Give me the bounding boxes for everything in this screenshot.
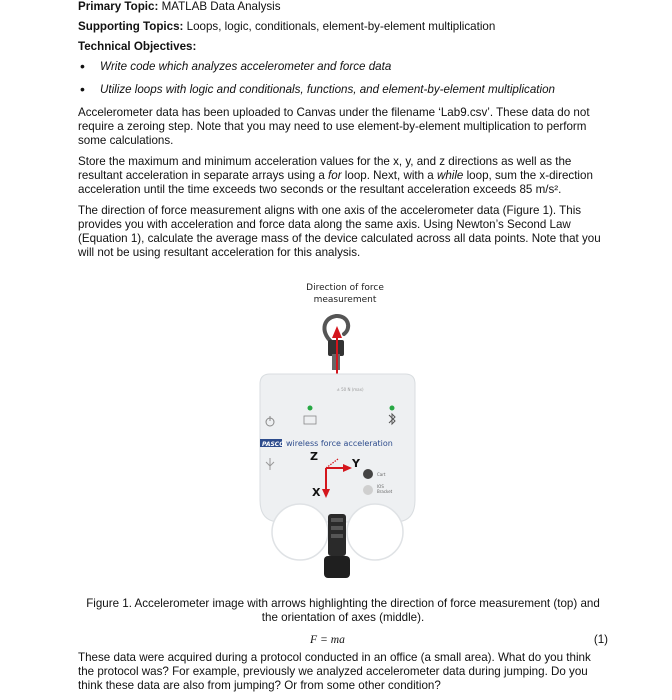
product-text: wireless force acceleration	[286, 439, 393, 448]
figure-caption: Figure 1. Accelerometer image with arrows highlighting the direction of force measurement (top) and the orientation of axes (middle).	[86, 597, 600, 624]
supporting-topics-value: Loops, logic, conditionals, element-by-element multiplication	[186, 20, 496, 33]
primary-topic-label: Primary Topic:	[78, 0, 159, 13]
accelerometer-figure	[250, 282, 425, 592]
closing-paragraph: These data were acquired during a protocol conducted in an office (a small area). What do you think the protocol was? For example, previously we analyzed accelerometer data during jumping. Do you think these data are also from jumping? Or from some other condition?	[78, 651, 591, 692]
axis-y-label: Y	[352, 457, 360, 470]
status-led	[308, 406, 313, 411]
paragraph-force-direction: The direction of force measurement aligns with one axis of the accelerometer data (Figure 1). This provides you with acceleration and force data along the same axis. Using Newton’s Second Law (Equation 1), calculate the average mass of the device calculated across all data points. Note that you will not be using resultant acceleration for this analysis.	[78, 204, 601, 259]
paragraph-loops-text-a: Store the maximum and minimum acceleration values for the x, y, and z directions as well as the resultant acceleration in separate arrays using a	[78, 155, 572, 182]
paragraph-loops-text-b: loop. Next, with a	[341, 169, 437, 182]
objectives-list	[78, 60, 608, 97]
sensor-device	[260, 374, 415, 578]
supporting-topics-line	[78, 20, 608, 34]
assignment-document	[78, 0, 608, 267]
paragraph-loops-text-c: loop, sum the x-direction acceleration until the time exceeds two seconds or the resultant acceleration exceeds 85 m/s².	[78, 169, 593, 196]
brand-text: PASCO	[262, 441, 285, 448]
equation-number: (1)	[593, 633, 608, 646]
primary-topic-value: MATLAB Data Analysis	[161, 0, 281, 13]
direction-label-line-2: measurement	[313, 295, 377, 305]
cart-label: Cart	[377, 472, 386, 477]
primary-topic-line	[78, 0, 608, 14]
equation-line	[78, 633, 608, 647]
objective-item: • Write code which analyzes accelerometer and force data	[78, 60, 608, 74]
for-keyword: for	[328, 169, 342, 182]
axis-z-label: Z	[310, 450, 318, 463]
technical-objectives-heading: Technical Objectives:	[78, 40, 197, 53]
equation-formula: F = ma	[310, 633, 345, 646]
paragraph-data-upload: Accelerometer data has been uploaded to Canvas under the filename ‘Lab9.csv’. These data do not require a zeroing step. Note that you may need to use element-by-element multiplication to perform some calculations.	[78, 106, 590, 147]
objective-item: • Utilize loops with logic and conditionals, functions, and element-by-element multiplication	[78, 83, 608, 97]
supporting-topics-label: Supporting Topics:	[78, 20, 184, 33]
paragraph-loops	[78, 155, 608, 197]
direction-label-line-1: Direction of force	[306, 283, 384, 293]
bluetooth-led	[390, 406, 395, 411]
device-max-label: ± 50 N (max)	[336, 387, 364, 392]
bracket-label: Bracket	[377, 489, 393, 494]
while-keyword: while	[436, 169, 464, 182]
ios-label: IOS	[377, 484, 384, 489]
axis-x-label: X	[312, 486, 321, 499]
bracket-dot	[363, 485, 373, 495]
cart-dot	[363, 469, 373, 479]
